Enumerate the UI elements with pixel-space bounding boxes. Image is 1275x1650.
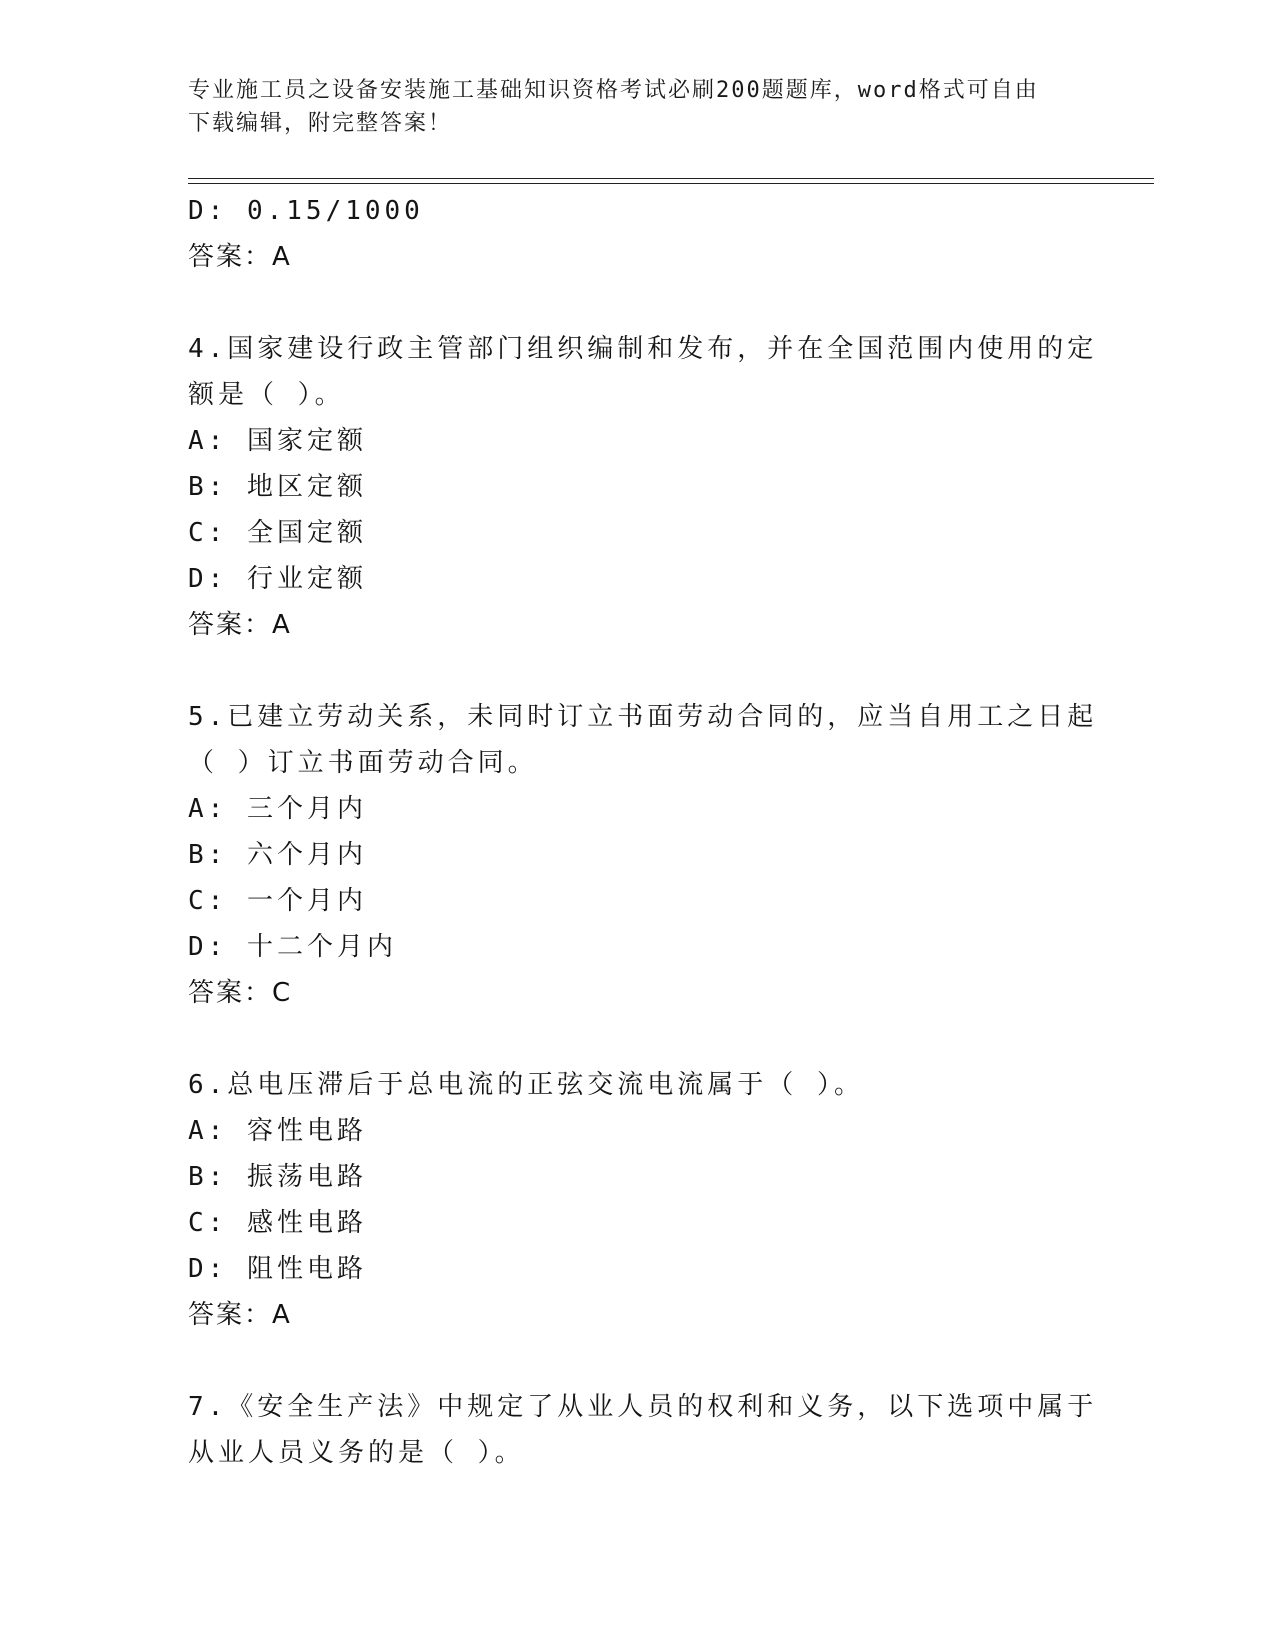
option-a: A: 容性电路	[188, 1116, 367, 1146]
document-header	[188, 74, 1088, 140]
option-d: D: 0.15/1000	[188, 196, 424, 226]
question-5	[188, 694, 1108, 1016]
question-list	[188, 188, 1108, 1476]
header-divider-top	[188, 178, 1154, 179]
question-7	[188, 1384, 1108, 1476]
option-d: D: 阻性电路	[188, 1254, 367, 1284]
option-c: C: 一个月内	[188, 886, 367, 916]
option-a: A: 三个月内	[188, 794, 367, 824]
option-d: D: 十二个月内	[188, 932, 397, 962]
question-stem-line-1: 6.总电压滞后于总电流的正弦交流电流属于（ ）。	[188, 1070, 864, 1100]
header-divider-bottom	[188, 183, 1154, 184]
question-stem-line-1: 7.《安全生产法》中规定了从业人员的权利和义务，以下选项中属于	[188, 1392, 1098, 1422]
answer-line: 答案：A	[188, 242, 292, 272]
answer-line: 答案：A	[188, 1300, 292, 1330]
answer-line: 答案：A	[188, 610, 292, 640]
question-stem-line-1: 4.国家建设行政主管部门组织编制和发布，并在全国范围内使用的定	[188, 334, 1098, 364]
option-c: C: 感性电路	[188, 1208, 367, 1238]
question-4	[188, 326, 1108, 648]
option-d: D: 行业定额	[188, 564, 367, 594]
previous-question-tail	[188, 188, 1108, 280]
header-line-1: 专业施工员之设备安装施工基础知识资格考试必刷200题题库，word格式可自由	[188, 78, 1039, 103]
question-stem-line-1: 5.已建立劳动关系，未同时订立书面劳动合同的，应当自用工之日起	[188, 702, 1098, 732]
option-a: A: 国家定额	[188, 426, 367, 456]
question-stem-line-2: （ ）订立书面劳动合同。	[188, 748, 538, 778]
header-line-2: 下载编辑，附完整答案！	[188, 111, 453, 136]
question-6	[188, 1062, 1108, 1338]
question-stem-line-2: 额是（ ）。	[188, 380, 345, 410]
option-b: B: 振荡电路	[188, 1162, 367, 1192]
answer-line: 答案：C	[188, 978, 293, 1008]
question-stem-line-2: 从业人员义务的是（ ）。	[188, 1438, 525, 1468]
option-c: C: 全国定额	[188, 518, 367, 548]
option-b: B: 六个月内	[188, 840, 367, 870]
option-b: B: 地区定额	[188, 472, 367, 502]
